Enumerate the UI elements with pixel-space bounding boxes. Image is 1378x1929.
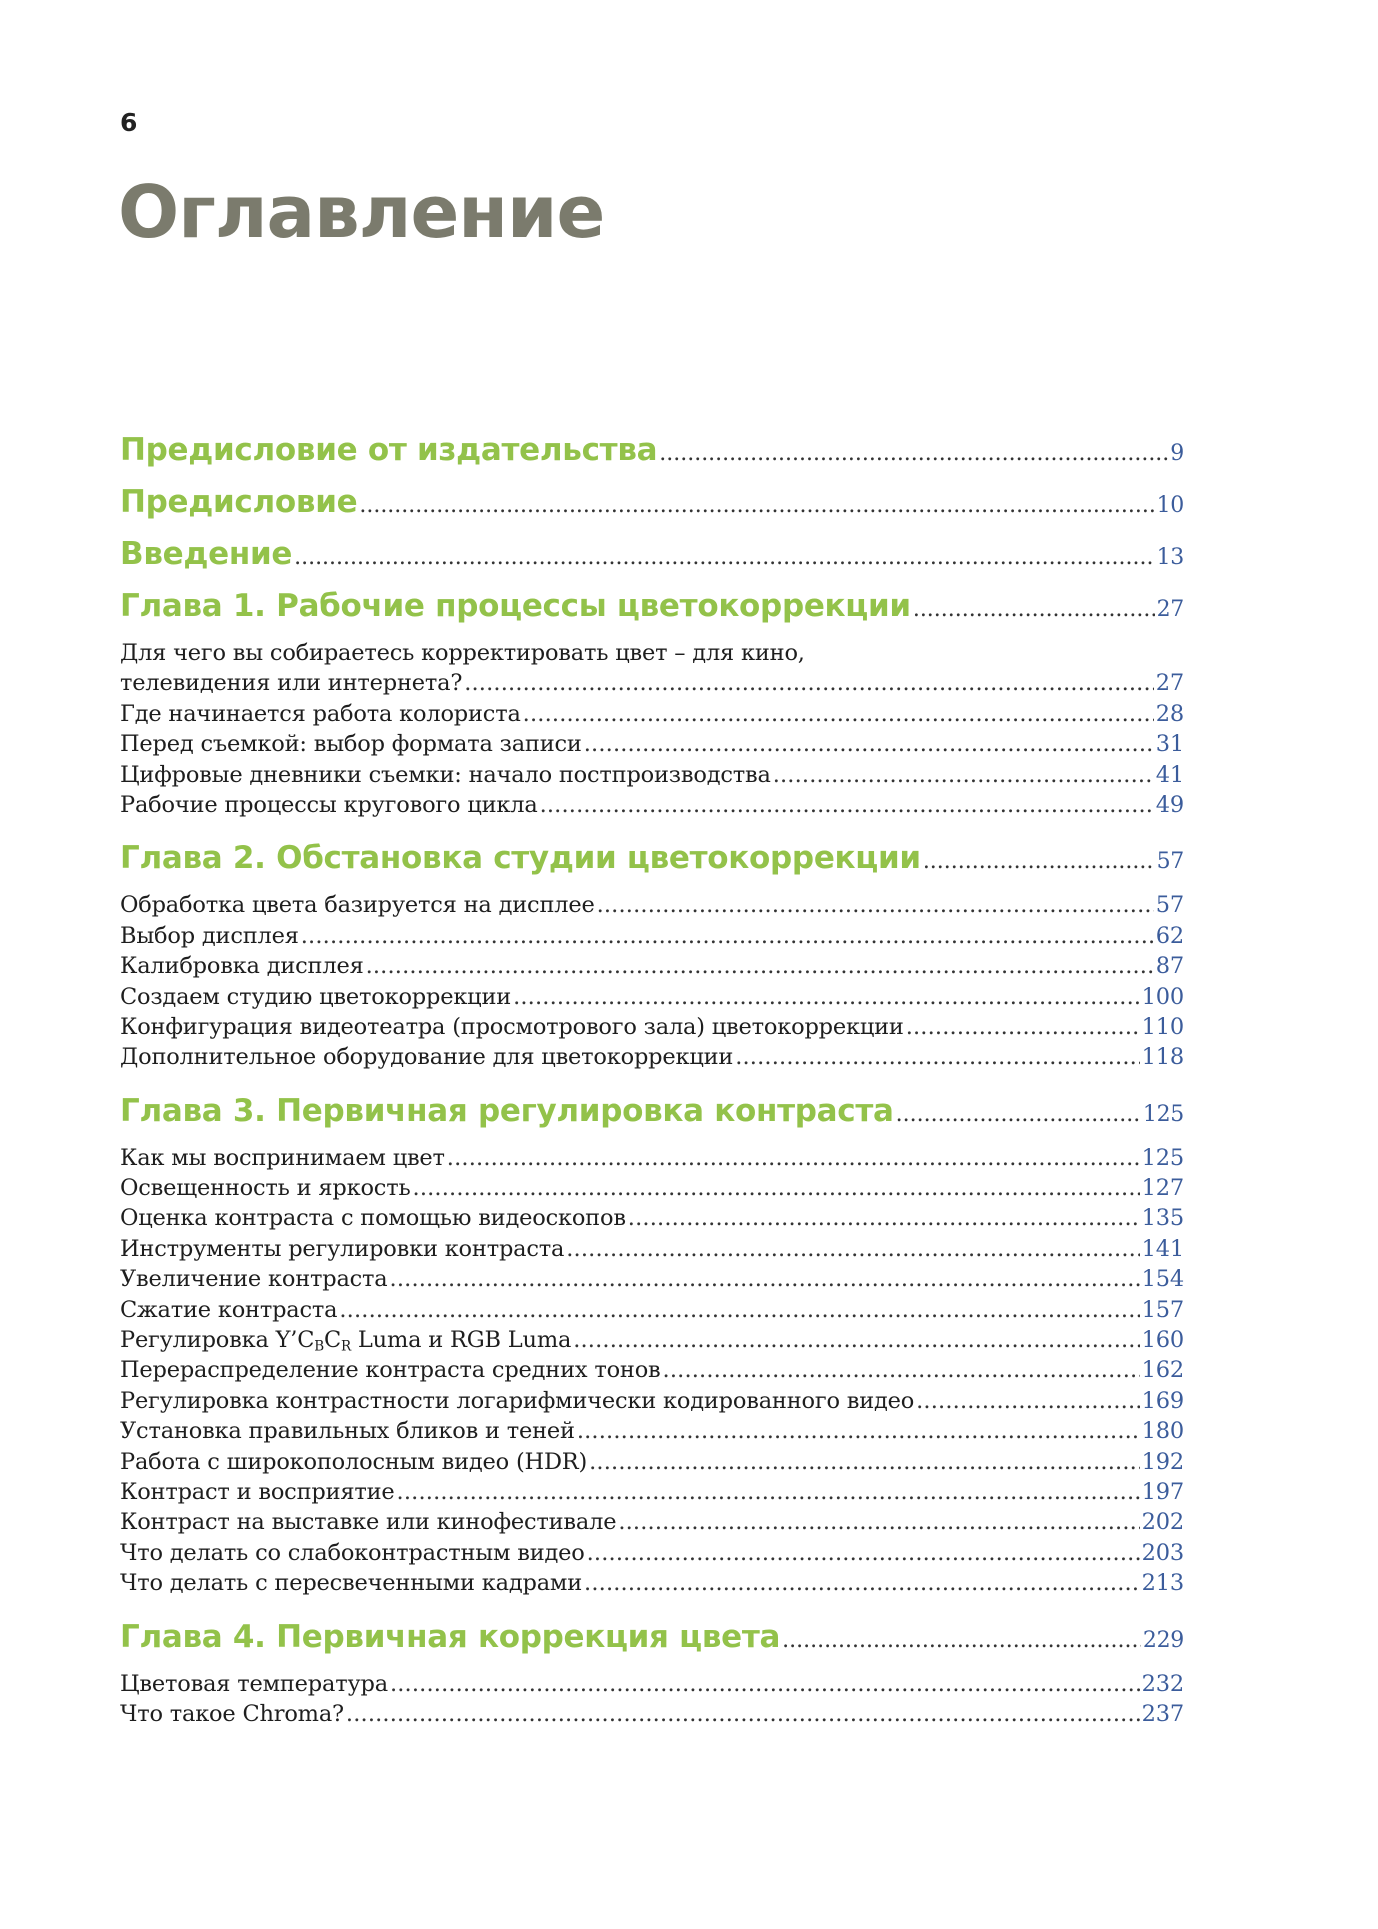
toc-entry[interactable] — [120, 1388, 1184, 1418]
toc-entry-title: Перед съемкой: выбор формата записи — [120, 731, 582, 758]
toc-entry[interactable] — [120, 1540, 1184, 1570]
toc-entry-title: Как мы воспринимаем цвет — [120, 1144, 445, 1171]
page-number: 6 — [120, 108, 138, 137]
toc-entry-title: Глава 1. Рабочие процессы цветокоррекции — [120, 588, 911, 624]
toc-leader-dots — [618, 1509, 1139, 1535]
toc-entry-chapter-4[interactable] — [120, 1619, 1184, 1671]
toc-leader-dots — [597, 892, 1154, 918]
toc-entry-title-line1: Для чего вы собираетесь корректировать цвет – для кино, — [120, 640, 805, 666]
toc-leader-dots — [735, 1044, 1139, 1070]
toc-entry[interactable] — [120, 1418, 1184, 1448]
toc-entry[interactable] — [120, 701, 1184, 731]
toc-entry[interactable] — [120, 1014, 1184, 1044]
toc-leader-dots — [913, 597, 1155, 622]
toc-entry-title: Увеличение контраста — [120, 1266, 388, 1293]
toc-leader-dots — [589, 1449, 1140, 1475]
toc-entry[interactable] — [120, 892, 1184, 922]
toc-leader-dots — [301, 923, 1154, 949]
toc-entry[interactable] — [120, 1671, 1184, 1701]
toc-leader-dots — [413, 1175, 1140, 1201]
toc-page-number: 203 — [1141, 1539, 1184, 1566]
toc-leader-dots — [773, 762, 1154, 788]
toc-entry[interactable] — [120, 1236, 1184, 1266]
toc-entry[interactable] — [120, 1266, 1184, 1296]
toc-leader-dots — [523, 701, 1154, 727]
toc-leader-dots — [896, 1102, 1141, 1127]
toc-page-number: 41 — [1155, 761, 1184, 788]
toc-entry-title: Выбор дисплея — [120, 922, 299, 949]
toc-entry-title: Где начинается работа колориста — [120, 700, 521, 727]
toc-entry-foreword[interactable] — [120, 484, 1184, 536]
toc-page-number: 13 — [1156, 545, 1184, 570]
toc-leader-dots — [906, 1014, 1140, 1040]
toc-entry-title: Глава 4. Первичная коррекция цвета — [120, 1618, 781, 1655]
toc-entry[interactable] — [120, 1509, 1184, 1539]
subscript-r: R — [341, 1338, 351, 1355]
toc-leader-dots — [566, 1236, 1139, 1262]
toc-leader-dots — [359, 493, 1154, 518]
toc-page-number: 125 — [1141, 1144, 1184, 1171]
toc-leader-dots — [584, 731, 1154, 757]
table-of-contents — [120, 432, 1184, 1731]
toc-page-number: 10 — [1156, 493, 1184, 518]
toc-leader-dots — [573, 1327, 1139, 1353]
toc-page-number: 127 — [1141, 1175, 1184, 1202]
toc-entry-title: Глава 2. Обстановка студии цветокоррекции — [120, 840, 921, 877]
toc-page-number: 9 — [1170, 441, 1184, 466]
toc-leader-dots — [447, 1145, 1140, 1171]
toc-entry[interactable] — [120, 1449, 1184, 1479]
toc-entry-title: Цифровые дневники съемки: начало постпроизводства — [120, 761, 771, 788]
toc-page-number: 162 — [1141, 1357, 1184, 1384]
toc-page-number: 169 — [1141, 1387, 1184, 1414]
toc-page-number: 28 — [1155, 700, 1184, 727]
toc-page-number: 57 — [1156, 849, 1184, 875]
toc-page-number: 229 — [1142, 1627, 1184, 1653]
title-part: C — [323, 1327, 341, 1354]
toc-entry-title: Дополнительное оборудование для цветокоррекции — [120, 1044, 734, 1071]
toc-entry[interactable] — [120, 1701, 1184, 1731]
toc-page-number: 62 — [1155, 922, 1184, 949]
toc-page-number: 87 — [1155, 953, 1184, 980]
toc-entry-chapter-1[interactable] — [120, 588, 1184, 640]
toc-page-number: 160 — [1141, 1327, 1184, 1354]
toc-leader-dots — [464, 670, 1154, 696]
toc-page-number: 27 — [1156, 597, 1184, 622]
toc-entry-title: Предисловие — [120, 484, 358, 520]
toc-entry[interactable] — [120, 762, 1184, 792]
toc-leader-dots — [916, 1388, 1140, 1414]
toc-leader-dots — [577, 1418, 1140, 1444]
toc-entry-title: Глава 3. Первичная регулировка контраста — [120, 1092, 894, 1129]
toc-leader-dots — [397, 1479, 1140, 1505]
toc-entry[interactable] — [120, 731, 1184, 761]
toc-entry-title: Что делать со слабоконтрастным видео — [120, 1539, 585, 1566]
toc-entry-foreword-publisher[interactable] — [120, 432, 1184, 484]
toc-entry-title: Калибровка дисплея — [120, 953, 364, 980]
toc-leader-dots — [584, 1570, 1140, 1596]
title-part: Регулировка Y’C — [120, 1327, 315, 1354]
toc-entry-title: Что такое Chroma? — [120, 1700, 344, 1727]
toc-page-number: 157 — [1141, 1296, 1184, 1323]
page-title: Оглавление — [118, 170, 605, 254]
toc-leader-dots — [366, 953, 1154, 979]
toc-leader-dots — [513, 984, 1140, 1010]
toc-entry-title: Установка правильных бликов и теней — [120, 1418, 575, 1445]
toc-leader-dots — [390, 1671, 1140, 1697]
toc-entry-title — [120, 1327, 571, 1354]
toc-entry-title: Конфигурация видеотеатра (просмотрового зала) цветокоррекции — [120, 1013, 904, 1040]
toc-page-number: 125 — [1142, 1101, 1184, 1127]
toc-leader-dots — [346, 1701, 1140, 1727]
toc-entry-title: Введение — [120, 536, 293, 572]
toc-entry[interactable] — [120, 1297, 1184, 1327]
toc-leader-dots — [294, 545, 1154, 570]
title-part: Luma и RGB Luma — [350, 1327, 572, 1354]
toc-page-number: 197 — [1141, 1478, 1184, 1505]
toc-page-number: 180 — [1141, 1418, 1184, 1445]
toc-entry-title: Что делать с пересвеченными кадрами — [120, 1570, 583, 1597]
toc-page-number: 57 — [1155, 892, 1184, 919]
toc-entry[interactable] — [120, 923, 1184, 953]
toc-entry-title: Освещенность и яркость — [120, 1175, 411, 1202]
toc-page-number: 232 — [1141, 1670, 1184, 1697]
toc-leader-dots — [782, 1628, 1141, 1653]
subscript-b: B — [314, 1338, 324, 1355]
toc-page-number: 154 — [1141, 1266, 1184, 1293]
toc-entry-title: Перераспределение контраста средних тонов — [120, 1357, 661, 1384]
toc-leader-dots — [587, 1540, 1140, 1566]
toc-page-number: 192 — [1141, 1448, 1184, 1475]
toc-entry-title: телевидения или интернета? — [120, 670, 463, 697]
toc-leader-dots — [923, 849, 1155, 874]
toc-entry-chapter-3[interactable] — [120, 1093, 1184, 1145]
toc-page-number: 118 — [1141, 1044, 1184, 1071]
toc-page-number: 31 — [1155, 731, 1184, 758]
toc-entry-title: Предисловие от издательства — [120, 432, 658, 468]
toc-entry[interactable] — [120, 1175, 1184, 1205]
toc-entry-title: Контраст и восприятие — [120, 1478, 395, 1505]
toc-entry[interactable] — [120, 984, 1184, 1014]
toc-entry-title: Контраст на выставке или кинофестивале — [120, 1509, 617, 1536]
toc-page-number: 49 — [1155, 791, 1184, 818]
toc-leader-dots — [339, 1297, 1139, 1323]
toc-entry[interactable] — [120, 1327, 1184, 1357]
toc-page-number: 213 — [1141, 1570, 1184, 1597]
toc-entry-introduction[interactable] — [120, 536, 1184, 588]
toc-leader-dots — [540, 792, 1154, 818]
toc-entry-title: Создаем студию цветокоррекции — [120, 983, 512, 1010]
toc-page-number: 202 — [1141, 1509, 1184, 1536]
toc-page-number: 100 — [1141, 983, 1184, 1010]
toc-entry-title: Обработка цвета базируется на дисплее — [120, 892, 595, 919]
toc-entry-title: Рабочие процессы кругового цикла — [120, 791, 538, 818]
toc-leader-dots — [390, 1266, 1140, 1292]
toc-page-number: 237 — [1141, 1700, 1184, 1727]
toc-entry[interactable] — [120, 1570, 1184, 1600]
toc-entry[interactable] — [120, 1145, 1184, 1175]
toc-entry-title: Оценка контраста с помощью видеоскопов — [120, 1205, 626, 1232]
toc-entry[interactable] — [120, 1205, 1184, 1235]
toc-leader-dots — [628, 1205, 1140, 1231]
toc-entry[interactable] — [120, 953, 1184, 983]
toc-page-number: 135 — [1141, 1205, 1184, 1232]
toc-entry-title: Работа с широкополосным видео (HDR) — [120, 1448, 588, 1475]
toc-entry[interactable] — [120, 1044, 1184, 1074]
toc-page-number: 110 — [1141, 1013, 1184, 1040]
toc-entry-multiline[interactable] — [120, 640, 1184, 701]
toc-entry[interactable] — [120, 792, 1184, 822]
toc-entry-chapter-2[interactable] — [120, 840, 1184, 892]
toc-entry[interactable] — [120, 1357, 1184, 1387]
toc-entry-title: Инструменты регулировки контраста — [120, 1235, 565, 1262]
toc-leader-dots — [663, 1357, 1140, 1383]
toc-page-number: 141 — [1141, 1235, 1184, 1262]
toc-entry-title: Сжатие контраста — [120, 1296, 338, 1323]
toc-page-number: 27 — [1155, 670, 1184, 697]
toc-leader-dots — [659, 441, 1168, 466]
toc-entry-title: Регулировка контрастности логарифмически кодированного видео — [120, 1387, 915, 1414]
toc-entry[interactable] — [120, 1479, 1184, 1509]
toc-entry-title: Цветовая температура — [120, 1670, 388, 1697]
